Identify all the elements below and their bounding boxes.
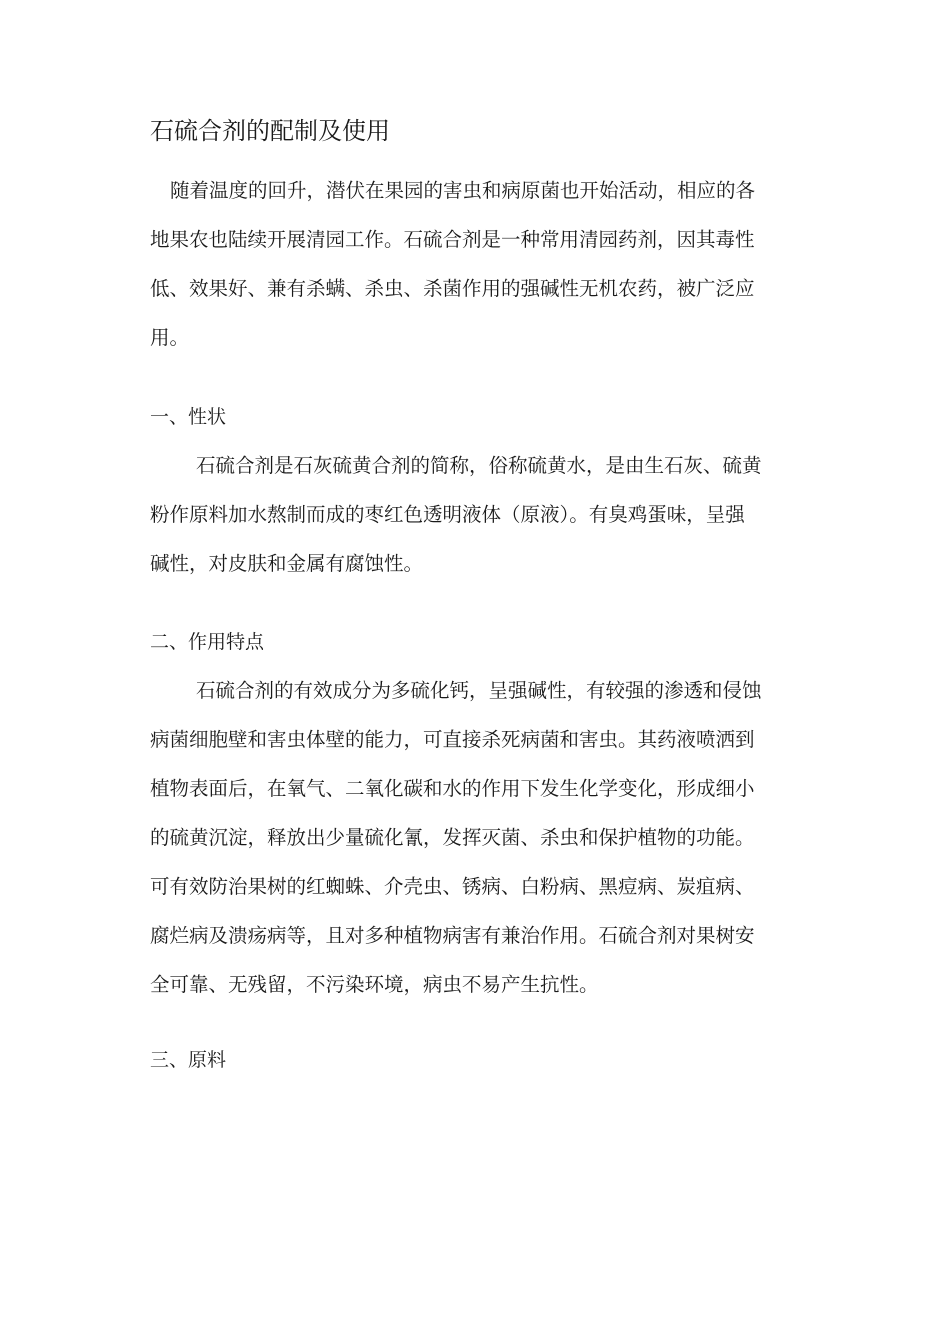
paragraph-line: 地果农也陆续开展清园工作。石硫合剂是一种常用清园药剂，因其毒性 [150,228,755,251]
paragraph-line: 粉作原料加水熬制而成的枣红色透明液体（原液）。有臭鸡蛋味，呈强 [150,503,745,526]
paragraph-line: 随着温度的回升，潜伏在果园的害虫和病原菌也开始活动，相应的各 [170,179,756,202]
paragraph-line: 全可靠、无残留，不污染环境，病虫不易产生抗性。 [150,973,599,996]
intro-paragraph [150,166,810,362]
paragraph-line: 病菌细胞壁和害虫体壁的能力，可直接杀死病菌和害虫。其药液喷洒到 [150,728,755,751]
section-heading-properties: 一、性状 [150,406,227,428]
paragraph-line: 用。 [150,326,190,349]
paragraph-line: 低、效果好、兼有杀螨、杀虫、杀菌作用的强碱性无机农药，被广泛应 [150,277,755,300]
section-paragraph-properties [150,441,810,588]
paragraph-line: 石硫合剂是石灰硫黄合剂的简称，俗称硫黄水，是由生石灰、硫黄 [196,454,762,477]
paragraph-line: 植物表面后，在氧气、二氧化碳和水的作用下发生化学变化，形成细小 [150,777,755,800]
paragraph-line: 可有效防治果树的红蜘蛛、介壳虫、锈病、白粉病、黑痘病、炭疽病、 [150,875,755,898]
paragraph-line: 腐烂病及溃疡病等，且对多种植物病害有兼治作用。石硫合剂对果树安 [150,924,755,947]
document-title: 石硫合剂的配制及使用 [150,117,390,145]
paragraph-line: 的硫黄沉淀，释放出少量硫化氰，发挥灭菌、杀虫和保护植物的功能。 [150,826,755,849]
section-heading-features: 二、作用特点 [150,631,265,653]
section-paragraph-features [150,666,810,1009]
section-heading-materials: 三、原料 [150,1049,227,1071]
paragraph-line: 碱性，对皮肤和金属有腐蚀性。 [150,552,424,575]
paragraph-line: 石硫合剂的有效成分为多硫化钙，呈强碱性，有较强的渗透和侵蚀 [196,679,762,702]
